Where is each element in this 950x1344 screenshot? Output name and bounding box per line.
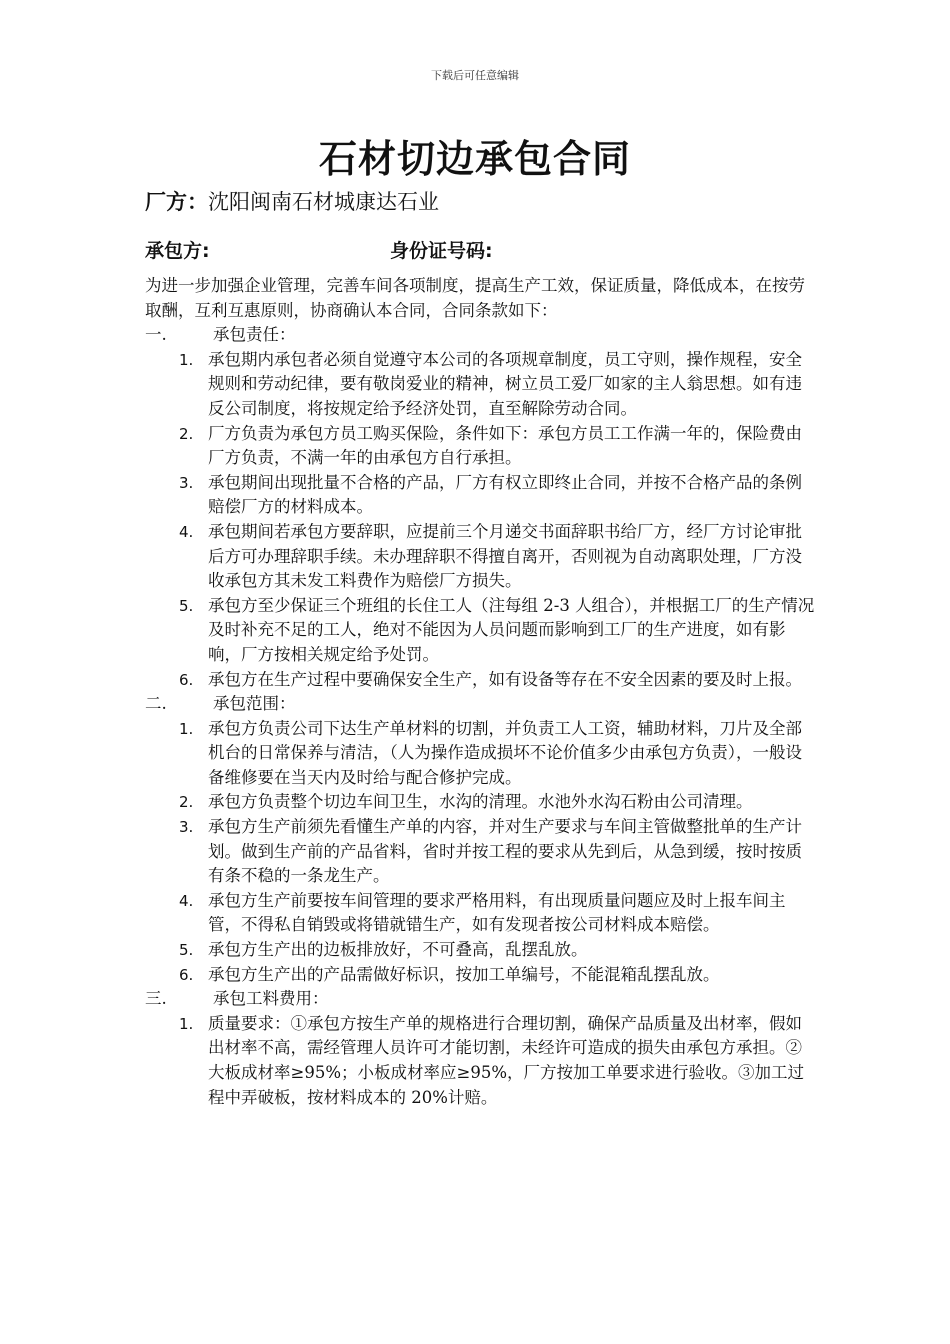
item-number: 6. [179, 670, 194, 689]
section-heading [145, 987, 815, 1012]
document-title: 石材切边承包合同 [318, 137, 631, 181]
list-item [145, 889, 815, 938]
item-number: 2. [179, 793, 194, 812]
item-text: 承包方生产出的边板排放好，不可叠高，乱摆乱放。 [208, 940, 588, 960]
factory-line [145, 186, 439, 216]
list-item [145, 717, 815, 791]
item-number: 3. [179, 473, 194, 492]
list-item [145, 594, 815, 668]
item-text: 承包方负责整个切边车间卫生，水沟的清理。水池外水沟石粉由公司清理。 [208, 792, 753, 812]
section-responsibility [145, 323, 815, 692]
item-number: 1. [179, 719, 194, 738]
list-item [145, 790, 815, 815]
item-text: 承包期间出现批量不合格的产品，厂方有权立即终止合同，并按不合格产品的条例赔偿厂方的材料成本。 [208, 472, 802, 517]
section-heading [145, 323, 815, 348]
item-number: 4. [179, 891, 194, 910]
item-text: 承包方在生产过程中要确保安全生产，如有设备等存在不安全因素的要及时上报。 [208, 669, 802, 689]
section-title: 承包责任： [213, 325, 296, 345]
section-number: 二. [145, 694, 167, 714]
section-title: 承包工料费用： [213, 989, 329, 1009]
list-item [145, 938, 815, 963]
list-item [145, 422, 815, 471]
list-item [145, 815, 815, 889]
item-number: 5. [179, 596, 194, 615]
header-note: 下载后可任意编辑 [431, 69, 519, 82]
list-item [145, 1012, 815, 1110]
item-text: 质量要求：①承包方按生产单的规格进行合理切割，确保产品质量及出材率，假如出材率不高，需经管理人员许可才能切割，未经许可造成的损失由承包方承担。②大板成材率≥95%；小板成材率应≥95%，厂方按加工单要求进行验收。③加工过程中弄破板，按材料成本的 20%计赔。 [208, 1013, 804, 1107]
contractor-label: 承包方: [145, 240, 210, 262]
item-text: 厂方负责为承包方员工购买保险，条件如下：承包方员工工作满一年的，保险费由厂方负责，不满一年的由承包方自行承担。 [208, 423, 802, 468]
list-item [145, 471, 815, 520]
list-item [145, 668, 815, 693]
item-number: 3. [179, 818, 194, 837]
list-item [145, 520, 815, 594]
section-heading [145, 692, 815, 717]
section-number: 一. [145, 325, 167, 345]
section-number: 三. [145, 989, 167, 1009]
item-number: 1. [179, 1014, 194, 1033]
list-item [145, 348, 815, 422]
item-number: 1. [179, 350, 194, 369]
item-number: 5. [179, 941, 194, 960]
section-title: 承包范围： [213, 694, 296, 714]
section-fees [145, 987, 815, 1110]
item-number: 4. [179, 522, 194, 541]
id-number-label: 身份证号码: [390, 240, 493, 262]
item-number: 2. [179, 424, 194, 443]
contract-body [145, 274, 815, 1110]
item-text: 承包方负责公司下达生产单材料的切割，并负责工人工资，辅助材料，刀片及全部机台的日常保养与清洁，（人为操作造成损坏不论价值多少由承包方负责），一般设备维修要在当天内及时给与配合修护完成。 [208, 718, 802, 787]
contractor-line [145, 236, 805, 263]
item-text: 承包期内承包者必须自觉遵守本公司的各项规章制度，员工守则，操作规程，安全规则和劳动纪律，要有敬岗爱业的精神，树立员工爱厂如家的主人翁思想。如有违反公司制度，将按规定给予经济处罚，直至解除劳动合同。 [208, 349, 802, 418]
factory-label: 厂方： [145, 190, 208, 214]
list-item [145, 963, 815, 988]
section-scope [145, 692, 815, 987]
item-text: 承包方生产前须先看懂生产单的内容，并对生产要求与车间主管做整批单的生产计划。做到生产前的产品省料，省时并按工程的要求从先到后，从急到缓，按时按质有条不稳的一条龙生产。 [208, 817, 802, 886]
item-number: 6. [179, 965, 194, 984]
item-text: 承包方生产出的产品需做好标识，按加工单编号，不能混箱乱摆乱放。 [208, 964, 720, 984]
item-text: 承包期间若承包方要辞职，应提前三个月递交书面辞职书给厂方，经厂方讨论审批后方可办理辞职手续。未办理辞职不得擅自离开，否则视为自动离职处理，厂方没收承包方其未发工料费作为赔偿厂方损失。 [208, 521, 802, 591]
item-text: 承包方至少保证三个班组的长住工人（注每组 2-3 人组合），并根据工厂的生产情况及时补充不足的工人，绝对不能因为人员问题而影响到工厂的生产进度，如有影响，厂方按相关规定给予处罚。 [208, 595, 815, 664]
intro-paragraph: 为进一步加强企业管理，完善车间各项制度，提高生产工效，保证质量，降低成本，在按劳取酬，互利互惠原则，协商确认本合同，合同条款如下： [145, 276, 805, 320]
item-text: 承包方生产前要按车间管理的要求严格用料，有出现质量问题应及时上报车间主管，不得私自销毁或将错就错生产，如有发现者按公司材料成本赔偿。 [208, 890, 786, 935]
factory-name: 沈阳闽南石材城康达石业 [208, 190, 439, 214]
